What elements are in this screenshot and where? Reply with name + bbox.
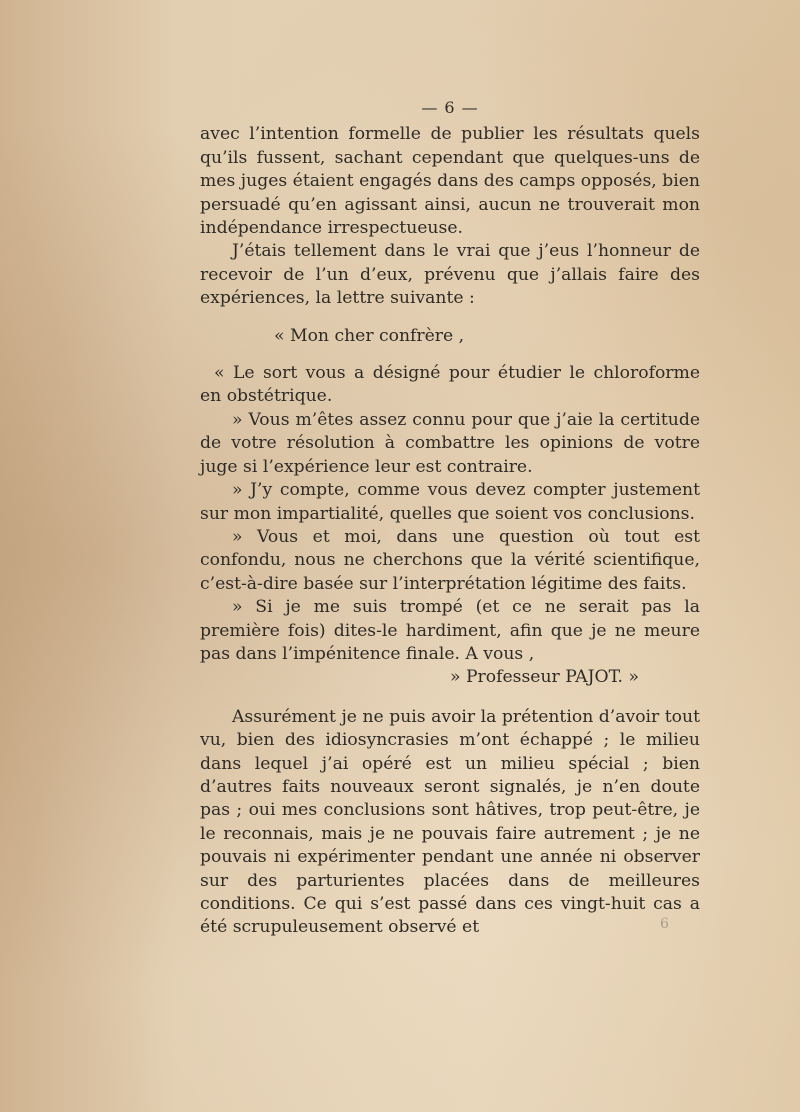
letter-paragraph-5: » Si je me suis trompé (et ce ne serait pas la première fois) dites-le hardiment, afin que je ne meure pas dans l’impénitence finale. A vous ,: [200, 597, 700, 664]
letter-paragraph-1: « Le sort vous a désigné pour étudier le chloroforme en obstétrique.: [200, 363, 700, 407]
letter-paragraph-2: » Vous m’êtes assez connu pour que j’aie la certitude de votre résolution à combattre les opinions de votre juge si l’expérience leur est contraire.: [200, 409, 700, 477]
body-paragraph-1: avec l’intention formelle de publier les résultats quels qu’ils fussent, sachant cependant que quelques-uns de mes juges étaient engagés dans des camps opposés, bien persuadé qu’en agissant ainsi, aucun ne trouverait mon indépendance irrespectueuse.: [200, 124, 700, 239]
letter-salutation: « Mon cher confrère ,: [274, 325, 465, 346]
closing-paragraph: Assurément je ne puis avoir la prétention d’avoir tout vu, bien des idiosyncrasies m’ont échappé ; le milieu dans lequel j’ai opéré est un milieu spécial ; bien d’autres faits nouveaux seront signalés, je n’en doute pas ; oui mes conclusions sont hâtives, trop peut-être, je le reconnais, mais je ne pouvais faire autrement ; je ne pouvais ni expérimenter pendant une année ni observer sur des parturientes placées dans de meilleures conditions. Ce qui s’est passé dans ces vingt-huit cas a été scrupuleusement observé et: [200, 706, 700, 938]
letter-signature: » Professeur PAJOT. »: [450, 667, 639, 688]
page-number: — 6 —: [421, 98, 479, 117]
letter-paragraph-3: » J’y compte, comme vous devez compter justement sur mon impartialité, quelles que soient vos conclusions.: [200, 480, 700, 524]
faint-page-mark: 6: [660, 916, 669, 932]
body-paragraph-2: J’étais tellement dans le vrai que j’eus l’honneur de recevoir de l’un d’eux, prévenu que j’allais faire des expériences, la lettre suivante :: [200, 241, 700, 309]
letter-paragraph-4: » Vous et moi, dans une question où tout est confondu, nous ne cherchons que la vérité scientifique, c’est-à-dire basée sur l’interprétation légitime des faits.: [200, 526, 700, 594]
text-block: [200, 96, 700, 940]
